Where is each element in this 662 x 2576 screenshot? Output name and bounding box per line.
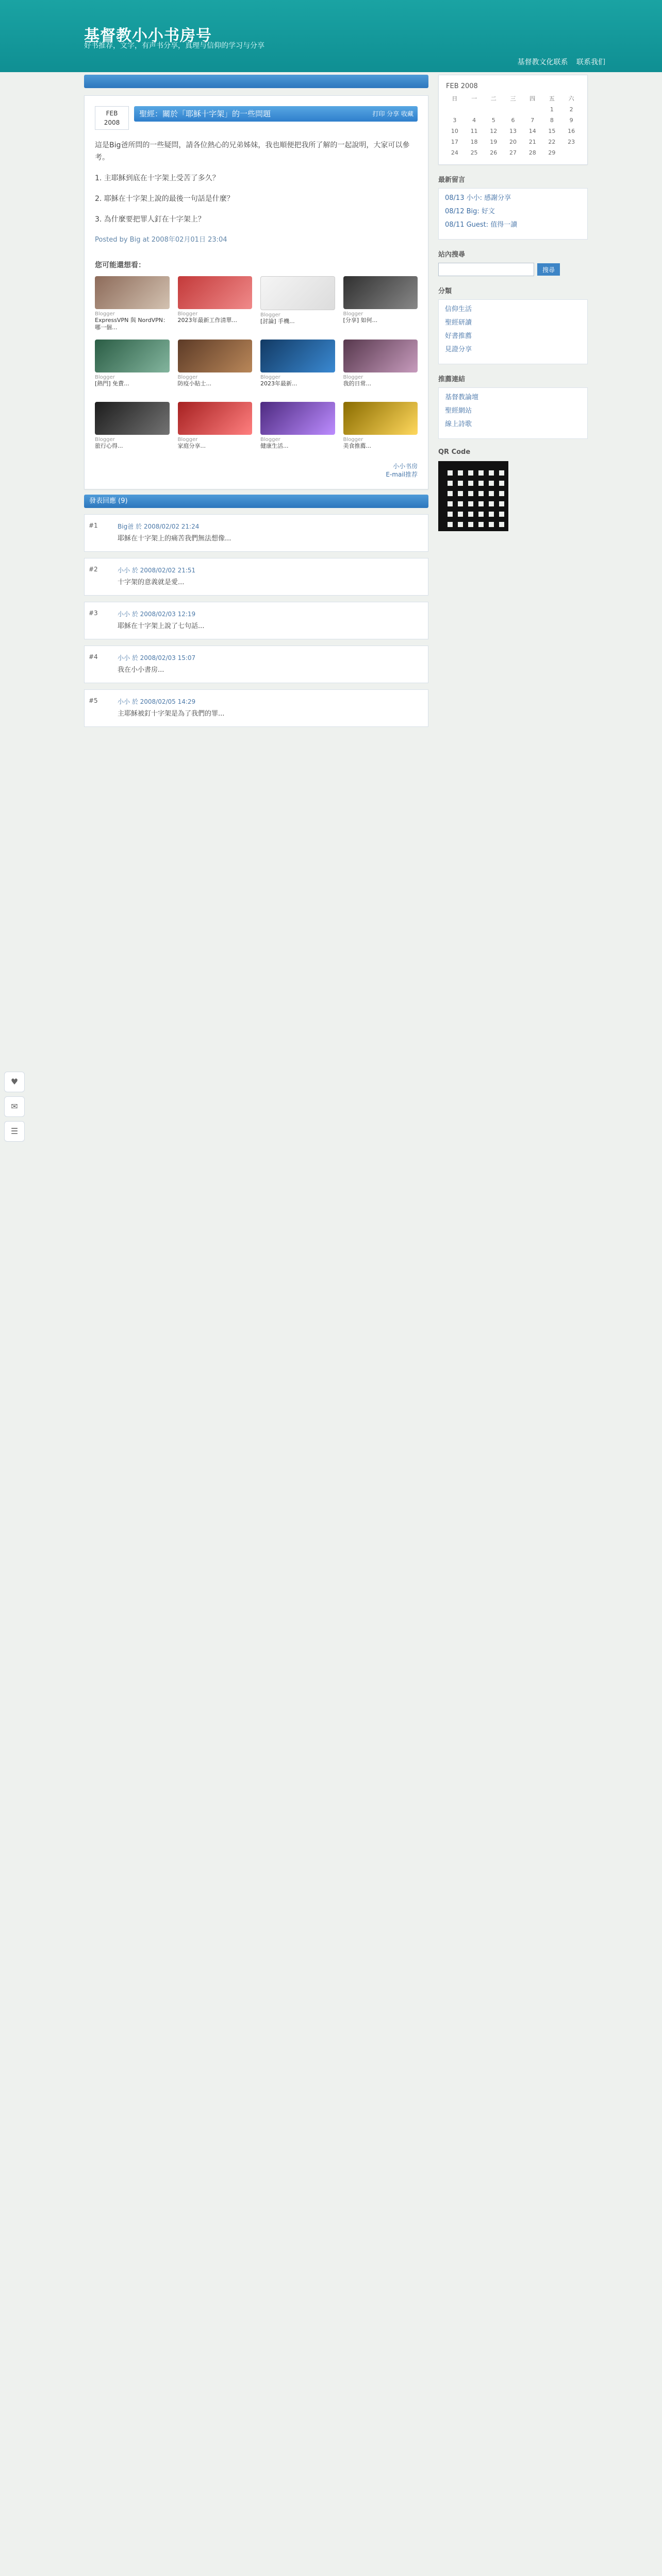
comment-text: 我在小小書房... [118, 666, 164, 674]
comment-number: #1 [89, 522, 98, 529]
comment-number: #5 [89, 697, 98, 704]
search-row [438, 263, 588, 276]
calendar-title: FEB 2008 [446, 82, 478, 90]
site-description: 好书推荐，文字，有声书分享，真理与信仰的学习与分享 [84, 42, 264, 50]
related-source: Blogger [95, 311, 115, 317]
calendar-day[interactable]: 6 [511, 117, 515, 124]
calendar-day[interactable]: 19 [490, 139, 498, 145]
related-source: Blogger [260, 312, 280, 318]
related-caption[interactable]: 防疫小貼士... [177, 380, 211, 387]
related-caption[interactable]: 美食推薦... [343, 443, 371, 449]
category-item[interactable]: 見證分享 [445, 346, 472, 353]
post-footer [95, 462, 418, 479]
left-rail [4, 1072, 24, 1146]
comment-number: #4 [89, 653, 98, 660]
comment [84, 558, 428, 596]
comment-text: 耶穌在十字架上的痛苦我們無法想像... [118, 535, 231, 543]
post-footer-line[interactable]: E-mail推荐 [386, 471, 418, 478]
related-item[interactable] [178, 402, 253, 457]
related-item[interactable] [178, 276, 253, 332]
post-tools[interactable]: 打印 分享 收藏 [372, 110, 413, 117]
category-item[interactable]: 聖經研讀 [445, 319, 472, 327]
comment-meta: 小小 於 2008/02/03 15:07 [118, 654, 196, 662]
recent-item[interactable]: 08/13 小小: 感謝分享 [445, 194, 511, 202]
category-block [438, 285, 588, 364]
calendar [438, 75, 588, 165]
comment-meta: 小小 於 2008/02/02 21:51 [118, 567, 196, 574]
related-thumbnail[interactable] [343, 276, 418, 309]
related-item[interactable] [95, 276, 170, 332]
category-list [438, 299, 588, 364]
calendar-day[interactable]: 26 [490, 149, 498, 156]
post-date-month: FEB [106, 110, 118, 117]
calendar-day[interactable]: 23 [568, 139, 575, 145]
recent-item[interactable]: 08/12 Big: 好文 [445, 208, 495, 215]
related-caption[interactable]: ExpressVPN 與 NordVPN：哪一個... [95, 317, 169, 331]
calendar-day[interactable]: 7 [531, 117, 535, 124]
recent-block [438, 174, 588, 240]
related-item[interactable] [343, 276, 418, 332]
calendar-day[interactable]: 27 [509, 149, 517, 156]
calendar-day[interactable]: 10 [451, 128, 458, 134]
related-caption[interactable]: 旅行心得... [95, 443, 123, 449]
qr-heading: QR Code [438, 448, 471, 456]
related-caption[interactable]: 家庭分享... [177, 443, 206, 449]
calendar-day [446, 105, 464, 114]
related-source: Blogger [95, 375, 115, 380]
related-thumbnail[interactable] [95, 402, 170, 435]
link-item[interactable]: 聖經網站 [445, 407, 472, 415]
related-source: Blogger [260, 375, 280, 380]
category-heading: 分類 [438, 287, 452, 295]
comment-meta: 小小 於 2008/02/05 14:29 [118, 698, 196, 705]
search-button[interactable]: 搜尋 [537, 263, 560, 276]
related-thumbnail[interactable] [260, 340, 335, 372]
comment-text: 主耶穌被釘十字架是為了我們的罪... [118, 710, 225, 718]
calendar-day[interactable]: 28 [528, 149, 536, 156]
calendar-day[interactable]: 16 [568, 128, 575, 134]
calendar-weekday: 五 [549, 95, 555, 102]
related-item[interactable] [95, 340, 170, 395]
comment [84, 602, 428, 639]
recent-heading: 最新留言 [438, 176, 466, 184]
related-source: Blogger [343, 311, 363, 317]
calendar-day[interactable]: 20 [509, 139, 517, 145]
recent-list [438, 188, 588, 240]
calendar-day[interactable]: 25 [470, 149, 478, 156]
calendar-grid [446, 94, 580, 157]
calendar-weekday: 三 [510, 95, 516, 102]
comment-text: 耶穌在十字架上說了七句話... [118, 622, 205, 630]
calendar-weekday: 日 [452, 95, 458, 102]
post-title-bar [134, 106, 418, 122]
comment [84, 514, 428, 552]
post-paragraph: 3. 為什麼要把罪人釘在十字架上？ [95, 215, 205, 224]
calendar-day[interactable]: 2 [569, 106, 573, 113]
calendar-day[interactable]: 21 [528, 139, 536, 145]
category-item[interactable]: 好書推薦 [445, 332, 472, 340]
related-thumbnail[interactable] [260, 402, 335, 435]
calendar-day[interactable]: 4 [472, 117, 476, 124]
post-date-year: 2008 [104, 119, 120, 126]
link-item[interactable]: 基督教論壇 [445, 394, 479, 401]
related-caption[interactable]: [討論] 手機... [260, 318, 295, 325]
post-date [95, 106, 129, 130]
links-block [438, 374, 588, 439]
calendar-day[interactable]: 1 [550, 106, 554, 113]
calendar-day[interactable]: 13 [509, 128, 517, 134]
calendar-day[interactable]: 22 [548, 139, 556, 145]
related-source: Blogger [177, 375, 198, 380]
site-title[interactable]: 基督教小小书房号 [84, 27, 212, 45]
search-block [438, 249, 588, 276]
post-footer-line[interactable]: 小小书房 [392, 463, 418, 470]
comments-bar: 發表回應 (9) [84, 495, 428, 508]
related-item[interactable] [178, 340, 253, 395]
top-links [511, 57, 605, 67]
qr-code [438, 461, 508, 531]
rail-mail-icon[interactable]: ✉ [4, 1096, 25, 1117]
top-link-culture[interactable]: 基督教文化联系 [517, 58, 568, 66]
calendar-day[interactable]: 9 [569, 117, 573, 124]
calendar-day [485, 105, 502, 114]
related-thumbnail[interactable] [95, 276, 170, 309]
post-meta: Posted by Big at 2008年02月01日 23:04 [95, 236, 227, 244]
related-item[interactable] [260, 276, 335, 332]
related-title: 您可能還想看： [95, 261, 145, 269]
calendar-day[interactable]: 29 [548, 149, 556, 156]
related-caption[interactable]: 2023年最新... [260, 380, 297, 387]
related-grid [95, 276, 418, 457]
qr-block [438, 448, 588, 531]
search-input[interactable] [438, 263, 534, 276]
related-source: Blogger [177, 437, 198, 443]
post-body [95, 130, 418, 246]
calendar-day [504, 105, 522, 114]
related-thumbnail[interactable] [178, 340, 253, 372]
links-heading: 推薦連結 [438, 376, 466, 383]
calendar-day [524, 105, 541, 114]
sidebar [438, 75, 588, 531]
calendar-day[interactable]: 17 [451, 139, 458, 145]
calendar-day [562, 148, 580, 157]
link-item[interactable]: 線上詩歌 [445, 420, 472, 428]
related-item[interactable] [95, 402, 170, 457]
site-header [0, 0, 662, 72]
related-caption[interactable]: 2023年最新工作清單... [177, 317, 237, 324]
calendar-day[interactable]: 12 [490, 128, 498, 134]
rail-like-icon[interactable]: ♥ [4, 1072, 25, 1092]
links-list [438, 387, 588, 439]
related-source: Blogger [177, 311, 198, 317]
related-thumbnail[interactable] [178, 276, 253, 309]
related-item[interactable] [343, 340, 418, 395]
related-source: Blogger [260, 437, 280, 443]
comment-number: #3 [89, 609, 98, 617]
related-thumbnail[interactable] [95, 340, 170, 372]
related-thumbnail[interactable] [178, 402, 253, 435]
comment-text: 十字架的意義就是愛... [118, 579, 185, 586]
calendar-day [466, 105, 483, 114]
calendar-day[interactable]: 15 [548, 128, 556, 134]
related-thumbnail[interactable] [260, 276, 335, 310]
post-title[interactable]: 聖經：關於「耶穌十字架」的一些問題 [139, 109, 271, 118]
recent-item[interactable]: 08/11 Guest: 值得一讀 [445, 221, 518, 229]
related-source: Blogger [343, 437, 363, 443]
top-bar [84, 75, 428, 88]
comment-number: #2 [89, 566, 98, 573]
related-thumbnail[interactable] [343, 340, 418, 372]
main-column [84, 75, 428, 727]
post-paragraph: 這是Big爸所問的一些疑問，請各位熱心的兄弟姊妹，我也順便把我所了解的一起說明，大家可以參考。 [95, 141, 410, 162]
calendar-weekday: 六 [568, 95, 574, 102]
calendar-day[interactable]: 3 [453, 117, 457, 124]
related-source: Blogger [95, 437, 115, 443]
calendar-weekday: 一 [471, 95, 477, 102]
rail-menu-icon[interactable]: ☰ [4, 1121, 25, 1142]
calendar-weekday: 二 [490, 95, 496, 102]
calendar-day[interactable]: 11 [470, 128, 478, 134]
calendar-day[interactable]: 8 [550, 117, 554, 124]
related-caption[interactable]: [熱門] 免費... [95, 380, 129, 387]
post-paragraph: 2. 耶穌在十字架上說的最後一句話是什麼？ [95, 195, 234, 203]
calendar-day[interactable]: 5 [491, 117, 495, 124]
search-heading: 站內搜尋 [438, 251, 466, 259]
comment-meta: 小小 於 2008/02/03 12:19 [118, 611, 196, 618]
related-caption[interactable]: [分享] 如何... [343, 317, 378, 324]
related-item[interactable] [260, 340, 335, 395]
calendar-weekday: 四 [529, 95, 536, 102]
related-item[interactable] [343, 402, 418, 457]
calendar-day[interactable]: 24 [451, 149, 458, 156]
post-paragraph: 1. 主耶穌到底在十字架上受苦了多久？ [95, 174, 220, 182]
related-caption[interactable]: 健康生活... [260, 443, 289, 449]
calendar-day[interactable]: 18 [470, 139, 478, 145]
top-link-contact[interactable]: 联系我们 [576, 58, 605, 66]
related-source: Blogger [343, 375, 363, 380]
related-item[interactable] [260, 402, 335, 457]
related-caption[interactable]: 我的日常... [343, 380, 371, 387]
category-item[interactable]: 信仰生活 [445, 306, 472, 313]
post-card [84, 95, 428, 489]
comment-meta: Big爸 於 2008/02/02 21:24 [118, 523, 200, 530]
related-thumbnail[interactable] [343, 402, 418, 435]
comment [84, 689, 428, 727]
comment [84, 646, 428, 683]
calendar-day[interactable]: 14 [528, 128, 536, 134]
